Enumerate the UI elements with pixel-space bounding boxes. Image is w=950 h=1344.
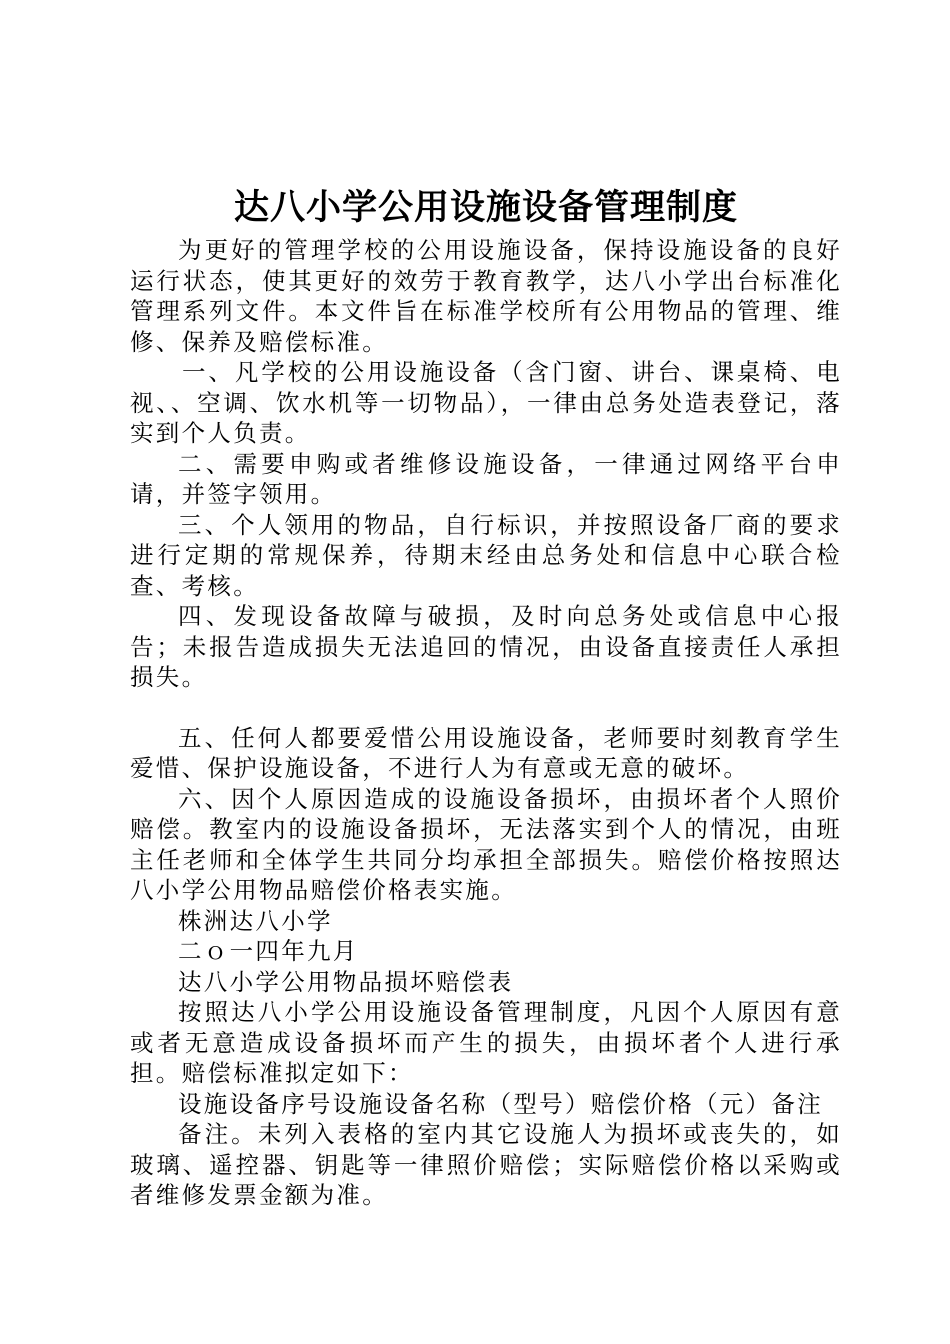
signature-org: 株洲达八小学	[178, 906, 333, 935]
appendix-title: 达八小学公用物品损坏赔偿表	[178, 967, 514, 996]
signature-date: 二ｏ一四年九月	[178, 937, 359, 965]
document-title: 达八小学公用设施设备管理制度	[233, 188, 738, 228]
appendix-note: 备注。未列入表格的室内其它设施人为损坏或丧失的，如玻璃、遥控器、钥匙等一律照价赔偿；实际赔偿价格以采购或者维修发票金额为准。	[130, 1120, 842, 1209]
table-header-line: 设施设备序号设施设备名称（型号）赔偿价格（元）备注	[178, 1089, 823, 1118]
rule-2: 二、需要申购或者维修设施设备，一律通过网络平台申请，并签字领用。	[130, 449, 842, 508]
document-page	[130, 183, 842, 1211]
rule-6: 六、因个人原因造成的设施设备损坏，由损坏者个人照价赔偿。教室内的设施设备损坏，无法落实到个人的情况，由班主任老师和全体学生共同分均承担全部损失。赔偿价格按照达八小学公用物品赔偿价格表实施。	[130, 784, 842, 904]
appendix-intro: 按照达八小学公用设施设备管理制度，凡因个人原因有意或者无意造成设备损坏而产生的损失，由损坏者个人进行承担。赔偿标准拟定如下：	[130, 998, 842, 1087]
rule-4: 四、发现设备故障与破损，及时向总务处或信息中心报告；未报告造成损失无法追回的情况，由设备直接责任人承担损失。	[130, 602, 842, 691]
rule-5: 五、任何人都要爱惜公用设施设备，老师要时刻教育学生爱惜、保护设施设备，不进行人为有意或无意的破坏。	[130, 723, 842, 782]
rule-1: 一、凡学校的公用设施设备（含门窗、讲台、课桌椅、电视、、空调、饮水机等一切物品），一律由总务处造表登记，落实到个人负责。	[130, 358, 842, 447]
rule-3: 三、个人领用的物品，自行标识，并按照设备厂商的要求进行定期的常规保养，待期末经由总务处和信息中心联合检查、考核。	[130, 510, 842, 600]
paragraph-gap	[130, 693, 842, 723]
intro-paragraph: 为更好的管理学校的公用设施设备，保持设施设备的良好运行状态，使其更好的效劳于教育教学，达八小学出台标准化管理系列文件。本文件旨在标准学校所有公用物品的管理、维修、保养及赔偿标准。	[130, 236, 842, 356]
